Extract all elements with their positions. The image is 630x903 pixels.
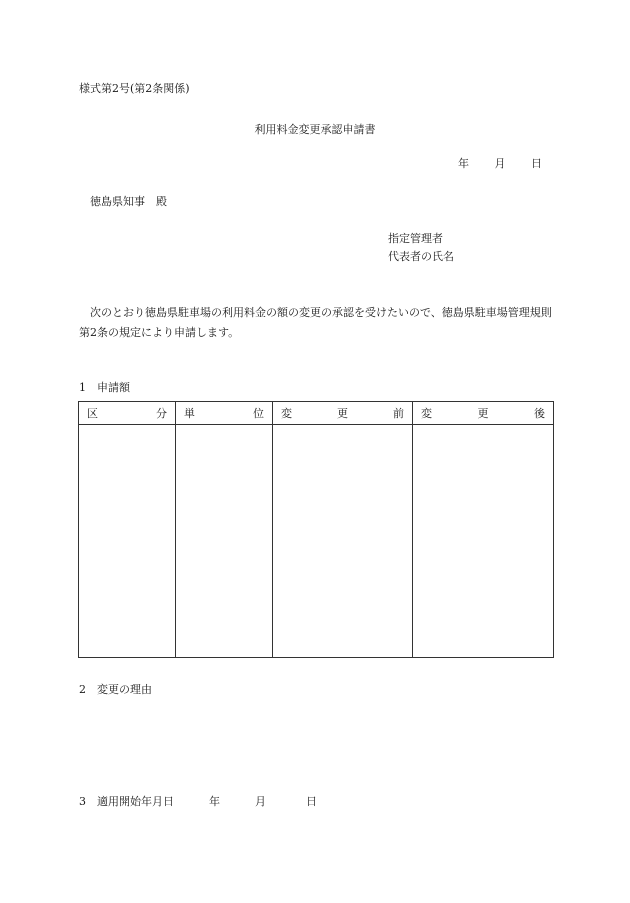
header-before-char-2: 更 <box>337 407 348 420</box>
header-category-char-2: 分 <box>156 407 167 420</box>
section-3-year: 年 <box>209 795 220 808</box>
header-category <box>79 402 176 425</box>
cell-before-change[interactable] <box>273 425 413 658</box>
cell-after-change[interactable] <box>413 425 554 658</box>
fee-table-header-row <box>79 402 554 425</box>
applicant-designated-manager: 指定管理者 <box>388 232 443 245</box>
section-3-day: 日 <box>306 795 317 808</box>
header-before-change <box>273 402 413 425</box>
section-2-number: 2 <box>79 683 86 696</box>
section-1-label: 申請額 <box>97 381 130 394</box>
header-unit-char-1: 単 <box>184 407 195 420</box>
date-day-label: 日 <box>531 157 542 170</box>
form-number-label: 様式第2号(第2条関係) <box>79 82 190 95</box>
applicant-representative-name: 代表者の氏名 <box>388 250 454 263</box>
section-2-heading <box>79 681 152 697</box>
fee-table <box>78 401 554 658</box>
header-after-char-1: 変 <box>421 407 432 420</box>
document-title: 利用料金変更承認申請書 <box>254 123 376 136</box>
date-month-label: 月 <box>494 157 506 170</box>
addressee: 徳島県知事 殿 <box>90 195 167 208</box>
header-unit-char-2: 位 <box>253 407 264 420</box>
date-year-label: 年 <box>458 157 469 170</box>
cell-category[interactable] <box>79 425 176 658</box>
section-3-heading <box>79 793 317 809</box>
table-row <box>79 425 554 658</box>
header-before-char-3: 前 <box>393 407 404 420</box>
date-line <box>458 155 542 171</box>
section-3-number: 3 <box>79 795 86 808</box>
section-3-month: 月 <box>255 795 266 808</box>
header-after-char-2: 更 <box>477 407 489 420</box>
section-1-heading <box>79 379 130 395</box>
cell-unit[interactable] <box>176 425 273 658</box>
header-unit <box>176 402 273 425</box>
section-3-label: 適用開始年月日 <box>97 795 174 808</box>
applicant-block <box>388 230 454 266</box>
header-before-char-1: 変 <box>281 407 292 420</box>
application-body-text: 次のとおり徳島県駐車場の利用料金の額の変更の承認を受けたいので、徳島県駐車場管理規則第2条の規定により申請します。 <box>79 306 552 339</box>
header-after-change <box>413 402 554 425</box>
section-1-number: 1 <box>79 381 86 394</box>
header-category-char-1: 区 <box>87 407 98 420</box>
header-after-char-3: 後 <box>534 407 545 420</box>
section-2-label: 変更の理由 <box>97 683 152 696</box>
